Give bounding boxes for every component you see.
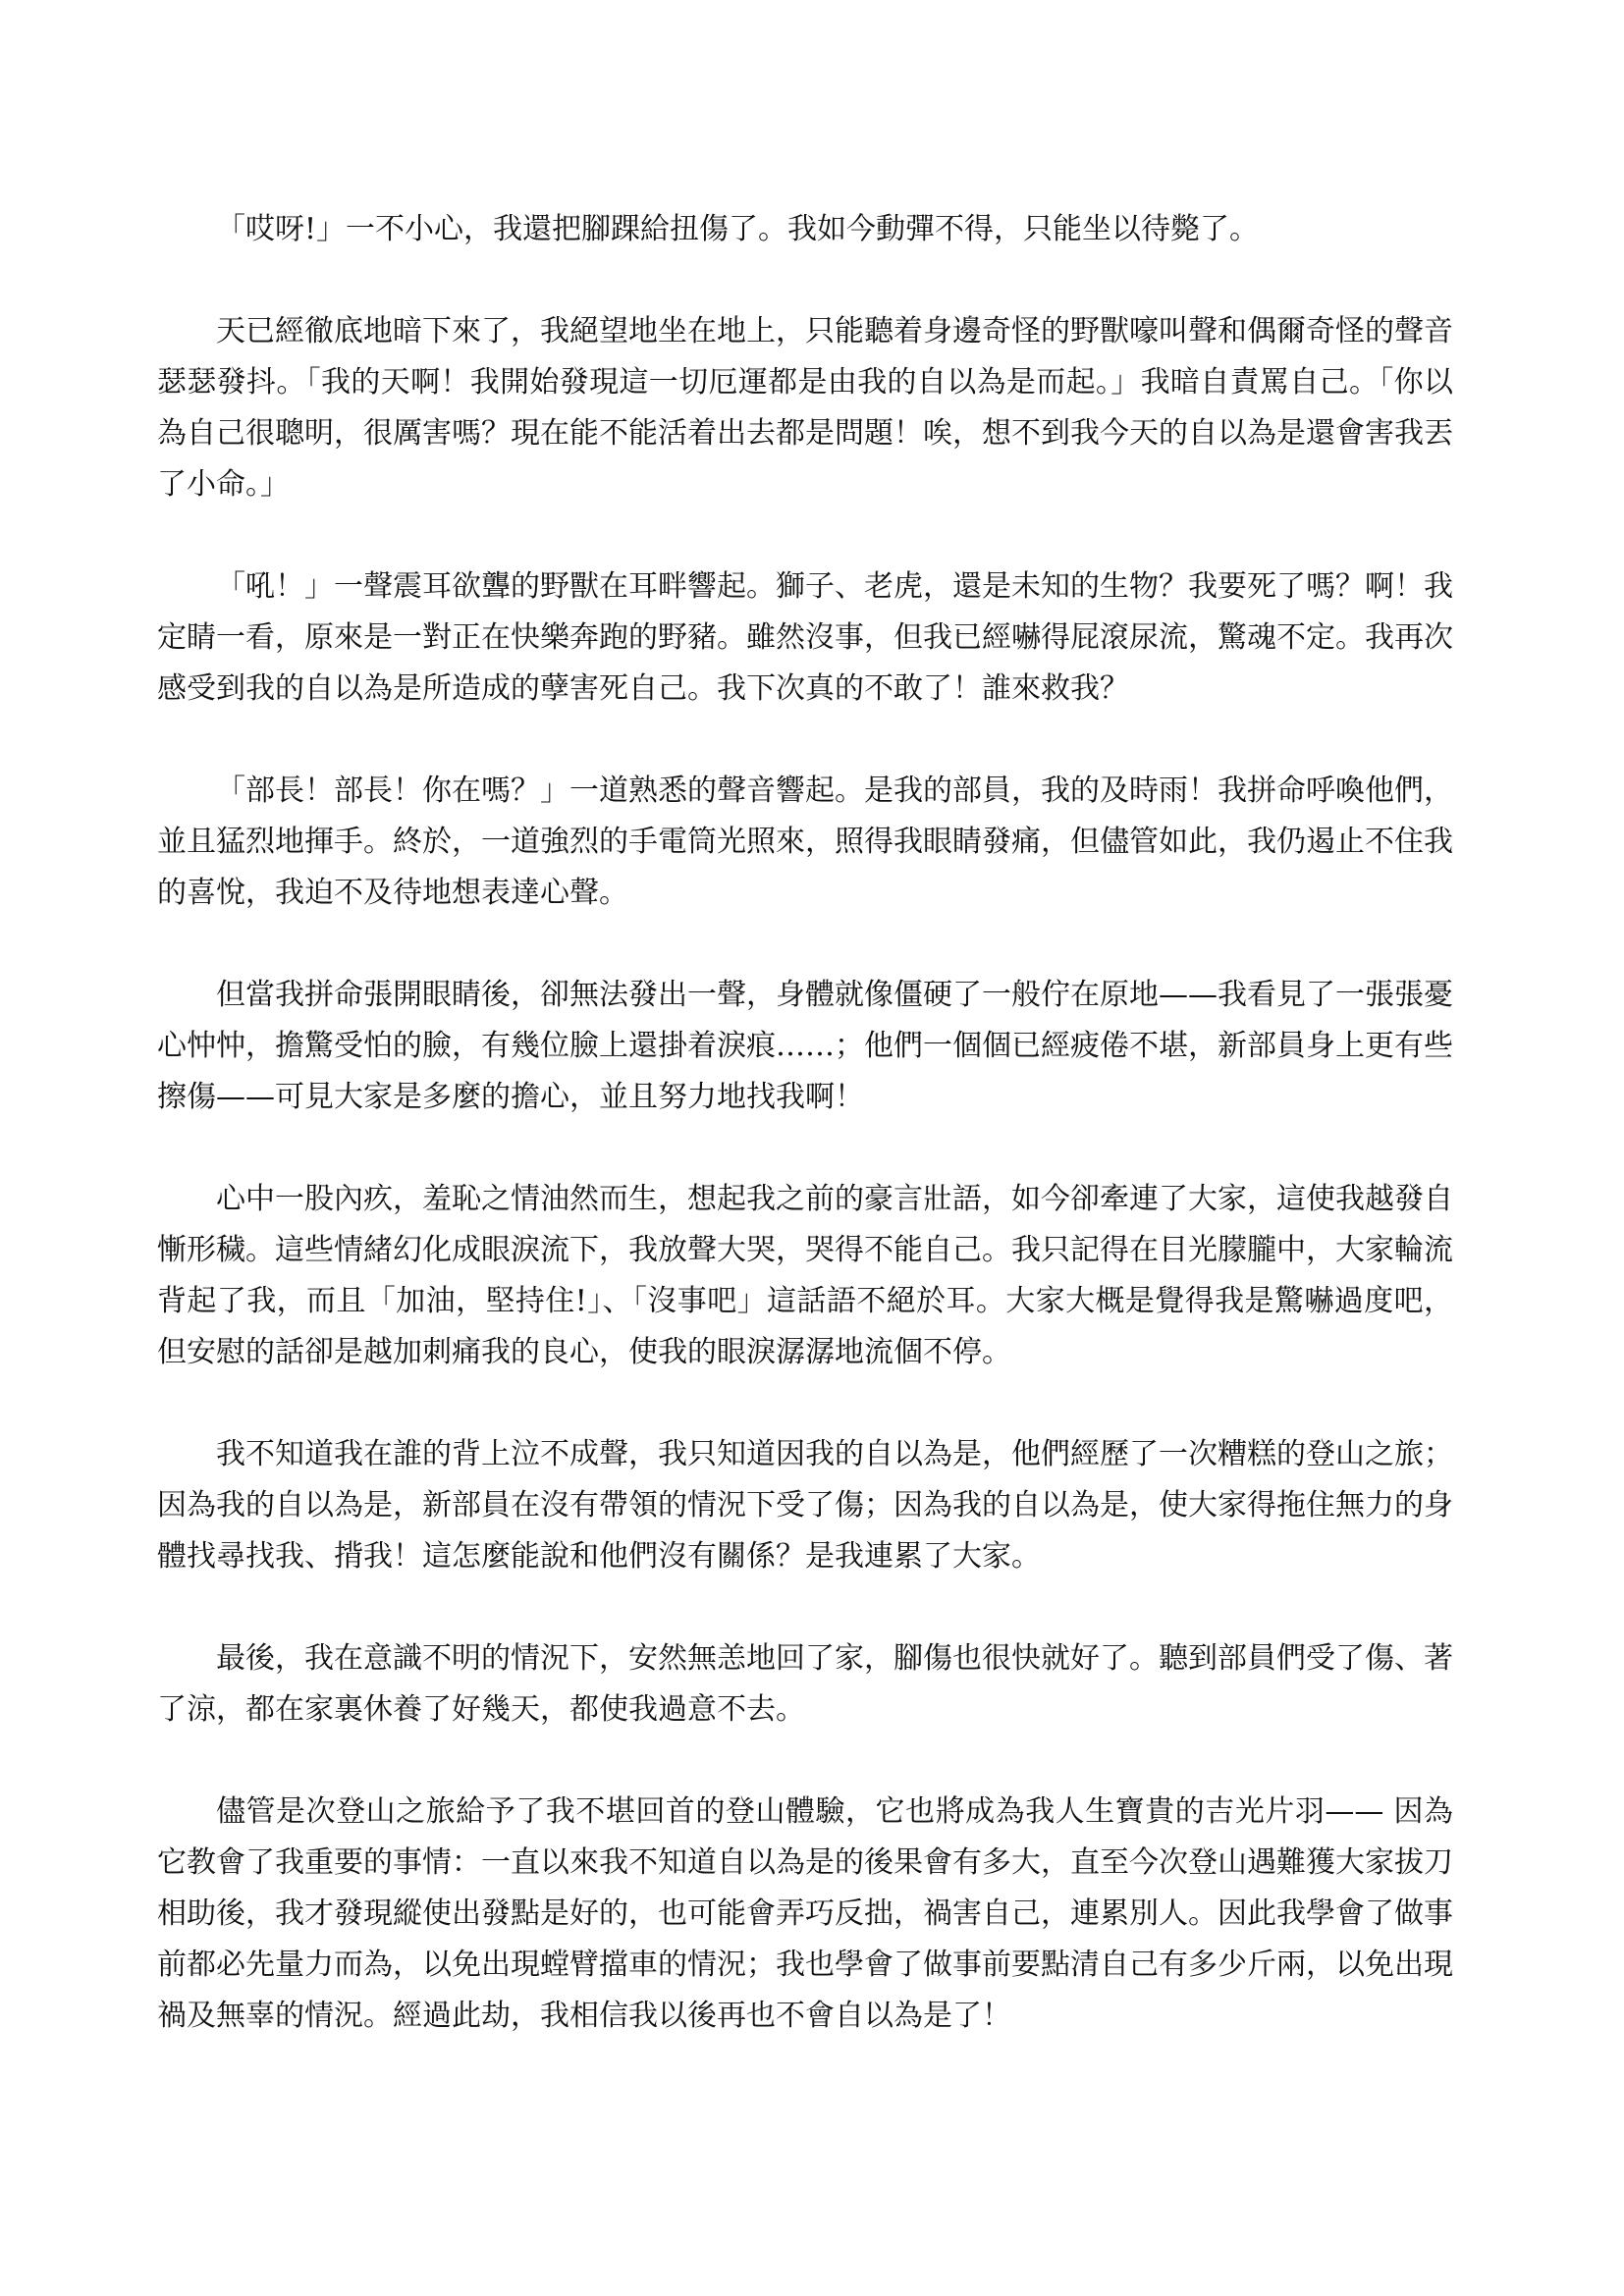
paragraph-4: 「部長！部長！你在嗎？」一道熟悉的聲音響起。是我的部員，我的及時雨！我拼命呼喚他們，並且猛烈地揮手。終於，一道強烈的手電筒光照來，照得我眼睛發痛，但儘管如此，我仍遏止不住我的喜悅，我迫不及待地想表達心聲。 <box>157 774 1453 910</box>
paragraph-6: 心中一股內疚，羞恥之情油然而生，想起我之前的豪言壯語，如今卻牽連了大家，這使我越發自慚形穢。這些情緒幻化成眼淚流下，我放聲大哭，哭得不能自己。我只記得在目光朦朧中，大家輪流背起了我，而且「加油，堅持住!」、「沒事吧」這話語不絕於耳。大家大概是覺得我是驚嚇過度吧，但安慰的話卻是越加刺痛我的良心，使我的眼淚潺潺地流個不停。 <box>157 1182 1453 1369</box>
paragraph-8: 最後，我在意識不明的情況下，安然無恙地回了家，腳傷也很快就好了。聽到部員們受了傷、著了涼，都在家裏休養了好幾天，都使我過意不去。 <box>157 1641 1453 1727</box>
paragraph-2: 天已經徹底地暗下來了，我絕望地坐在地上，只能聽着身邊奇怪的野獸嚎叫聲和偶爾奇怪的聲音瑟瑟發抖。「我的天啊！我開始發現這一切厄運都是由我的自以為是而起。」我暗自責罵自己。「你以為自己很聰明，很厲害嗎？現在能不能活着出去都是問題！唉，想不到我今天的自以為是還會害我丟了小命。」 <box>157 314 1453 502</box>
paragraph-9: 儘管是次登山之旅給予了我不堪回首的登山體驗，它也將成為我人生寶貴的吉光片羽—— 因為它教會了我重要的事情：一直以來我不知道自以為是的後果會有多大，直至今次登山遇難獲大家拔刀相助後，我才發現縱使出發點是好的，也可能會弄巧反拙，禍害自己，連累別人。因此我學會了做事前都必先量力而為，以免出現螳臂擋車的情況；我也學會了做事前要點清自己有多少斤兩，以免出現禍及無辜的情況。經過此劫，我相信我以後再也不會自以為是了！ <box>157 1794 1453 2033</box>
paragraph-7: 我不知道我在誰的背上泣不成聲，我只知道因我的自以為是，他們經歷了一次糟糕的登山之旅；因為我的自以為是，新部員在沒有帶領的情況下受了傷；因為我的自以為是，使大家得拖住無力的身體找尋找我、揹我！這怎麼能說和他們沒有關係？是我連累了大家。 <box>157 1437 1453 1574</box>
paragraph-3: 「吼！」一聲震耳欲聾的野獸在耳畔響起。獅子、老虎，還是未知的生物？我要死了嗎？啊！我定睛一看，原來是一對正在快樂奔跑的野豬。雖然沒事，但我已經嚇得屁滾尿流，驚魂不定。我再次感受到我的自以為是所造成的孽害死自己。我下次真的不敢了！誰來救我？ <box>157 569 1453 706</box>
document-page <box>157 204 1453 2042</box>
paragraph-1: 「哎呀!」一不小心，我還把腳踝給扭傷了。我如今動彈不得，只能坐以待斃了。 <box>216 212 1260 246</box>
paragraph-5: 但當我拼命張開眼睛後，卻無法發出一聲，身體就像僵硬了一般佇在原地——我看見了一張張憂心忡忡，擔驚受怕的臉，有幾位臉上還掛着淚痕……；他們一個個已經疲倦不堪，新部員身上更有些擦傷——可見大家是多麼的擔心，並且努力地找我啊！ <box>157 978 1453 1114</box>
